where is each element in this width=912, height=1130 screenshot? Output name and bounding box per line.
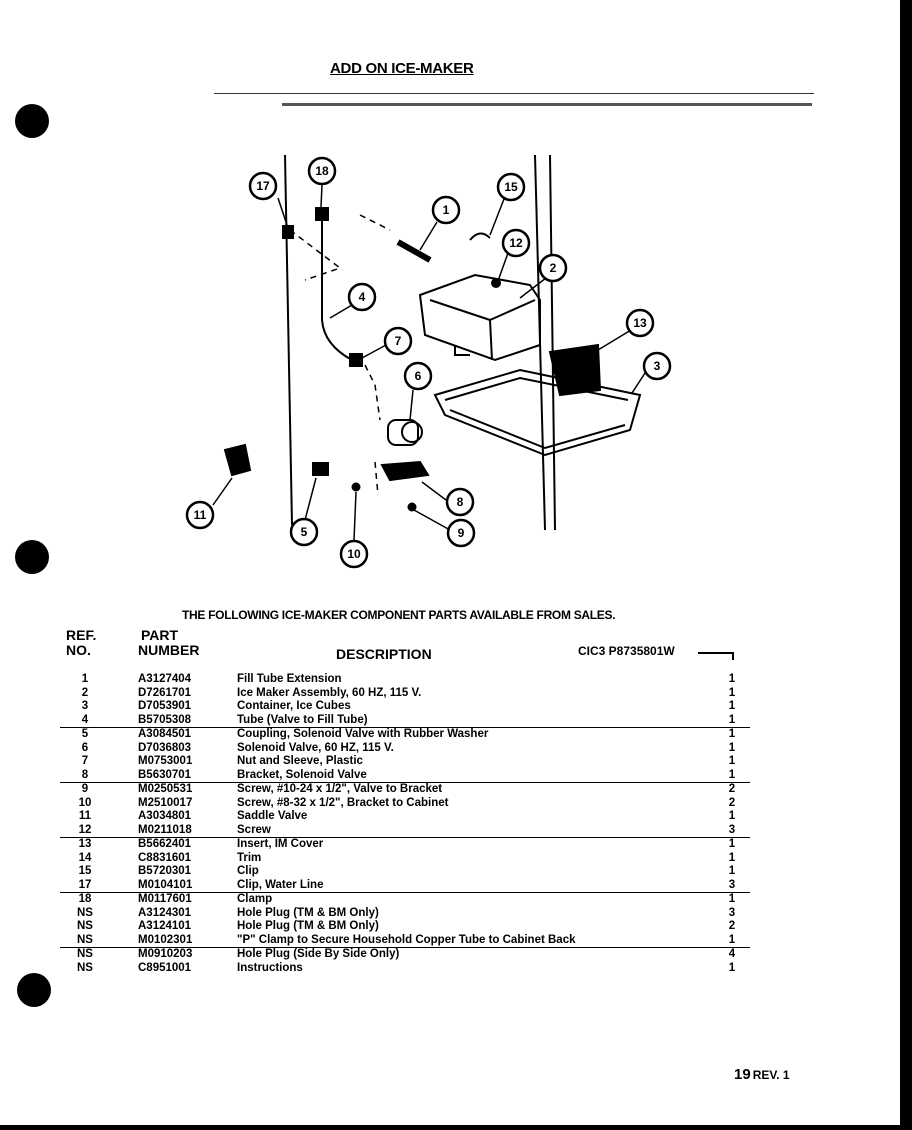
svg-text:1: 1 — [442, 203, 450, 217]
callout-1 — [433, 197, 459, 223]
table-row: 9 M0250531 Screw, #10-24 x 1/2", Valve to Bracket 2 — [60, 782, 750, 797]
svg-text:4: 4 — [358, 290, 366, 304]
table-row: 17 M0104101 Clip, Water Line 3 — [78, 878, 736, 891]
callout-8 — [447, 489, 473, 515]
table-row: 3 D7053901 Container, Ice Cubes 1 — [81, 700, 736, 712]
punch-hole-bottom — [17, 973, 51, 1007]
parts-table — [60, 673, 750, 975]
callout-12 — [503, 230, 529, 256]
table-row: NS A3124301 Hole Plug (TM & BM Only) 3 — [77, 906, 736, 919]
svg-text:9: 9 — [457, 526, 465, 540]
availability-note: THE FOLLOWING ICE-MAKER COMPONENT PARTS AVAILABLE FROM SALES. — [182, 608, 616, 622]
table-row: 10 M2510017 Screw, #8-32 x 1/2", Bracket to Cabinet 2 — [78, 796, 736, 809]
table-row: NS M0102301 "P" Clamp to Secure Household Copper Tube to Cabinet Back 1 — [77, 933, 736, 946]
water-line-clip — [283, 226, 293, 238]
callout-5 — [291, 519, 317, 545]
screw-10 — [353, 484, 360, 491]
table-row: 5 A3084501 Coupling, Solenoid Valve with Rubber Washer 1 — [60, 727, 750, 742]
part-number-header: PART NUMBER — [138, 627, 200, 658]
svg-text:2: 2 — [549, 261, 557, 275]
svg-text:7: 7 — [394, 334, 402, 348]
callout-11 — [187, 502, 213, 528]
saddle-valve — [225, 445, 250, 475]
svg-text:17: 17 — [256, 179, 270, 193]
table-row: NS C8951001 Instructions 1 — [77, 961, 736, 974]
svg-text:12: 12 — [509, 236, 523, 250]
description-header: DESCRIPTION — [336, 646, 432, 662]
clip-15 — [470, 233, 490, 240]
svg-text:18: 18 — [315, 164, 329, 178]
table-row: 6 D7036803 Solenoid Valve, 60 HZ, 115 V. 1 — [81, 741, 736, 754]
callout-3 — [644, 353, 670, 379]
insert-cover — [550, 345, 600, 395]
callout-18 — [309, 158, 335, 184]
cabinet-line-left — [285, 155, 292, 525]
table-row: 7 M0753001 Nut and Sleeve, Plastic 1 — [81, 755, 736, 767]
table-row: 18 M0117601 Clamp 1 — [60, 892, 750, 907]
svg-text:10: 10 — [347, 547, 361, 561]
table-row: NS M0910203 Hole Plug (Side By Side Only) 4 — [60, 947, 750, 962]
table-row: 12 M0211018 Screw 3 — [78, 823, 736, 836]
table-row: NS A3124101 Hole Plug (TM & BM Only) 2 — [77, 920, 736, 932]
solenoid-bracket — [382, 462, 428, 480]
svg-text:11: 11 — [193, 508, 207, 522]
table-row: 4 B5705308 Tube (Valve to Fill Tube) 1 — [81, 713, 736, 726]
callout-10 — [341, 541, 367, 567]
table-row: 13 B5662401 Insert, IM Cover 1 — [60, 837, 750, 852]
callout-13 — [627, 310, 653, 336]
model-tick — [732, 652, 734, 660]
cabinet-line-right-b — [550, 155, 555, 530]
callout-4 — [349, 284, 375, 310]
table-row: 14 C8831601 Trim 1 — [78, 851, 736, 864]
page-title: ADD ON ICE-MAKER — [330, 60, 474, 77]
svg-text:5: 5 — [300, 525, 308, 539]
table-row: 2 D7261701 Ice Maker Assembly, 60 HZ, 115 V. 1 — [81, 686, 736, 699]
ice-container — [435, 370, 640, 455]
svg-text:13: 13 — [633, 316, 647, 330]
svg-text:8: 8 — [456, 495, 464, 509]
fill-tube-extension — [398, 242, 430, 260]
water-tube — [322, 215, 352, 360]
callout-15 — [498, 174, 524, 200]
model-line — [698, 652, 734, 654]
model-number: CIC3 P8735801W — [578, 644, 675, 658]
table-row: 8 B5630701 Bracket, Solenoid Valve 1 — [81, 768, 736, 781]
svg-text:15: 15 — [504, 180, 518, 194]
callout-6 — [405, 363, 431, 389]
clamp — [316, 208, 328, 220]
callout-2 — [540, 255, 566, 281]
table-row: 11 A3034801 Saddle Valve 1 — [78, 810, 736, 822]
callout-7 — [385, 328, 411, 354]
table-row: 1 A3127404 Fill Tube Extension 1 — [81, 673, 736, 685]
callout-9 — [448, 520, 474, 546]
svg-text:3: 3 — [653, 359, 661, 373]
nut-and-sleeve — [350, 354, 362, 366]
coupling — [313, 463, 328, 475]
table-row: 15 B5720301 Clip 1 — [78, 865, 736, 877]
svg-text:6: 6 — [414, 369, 422, 383]
page-number: 19 REV. 1 — [734, 1066, 790, 1083]
callout-17 — [250, 173, 276, 199]
ref-no-header: REF. NO. — [66, 627, 97, 658]
